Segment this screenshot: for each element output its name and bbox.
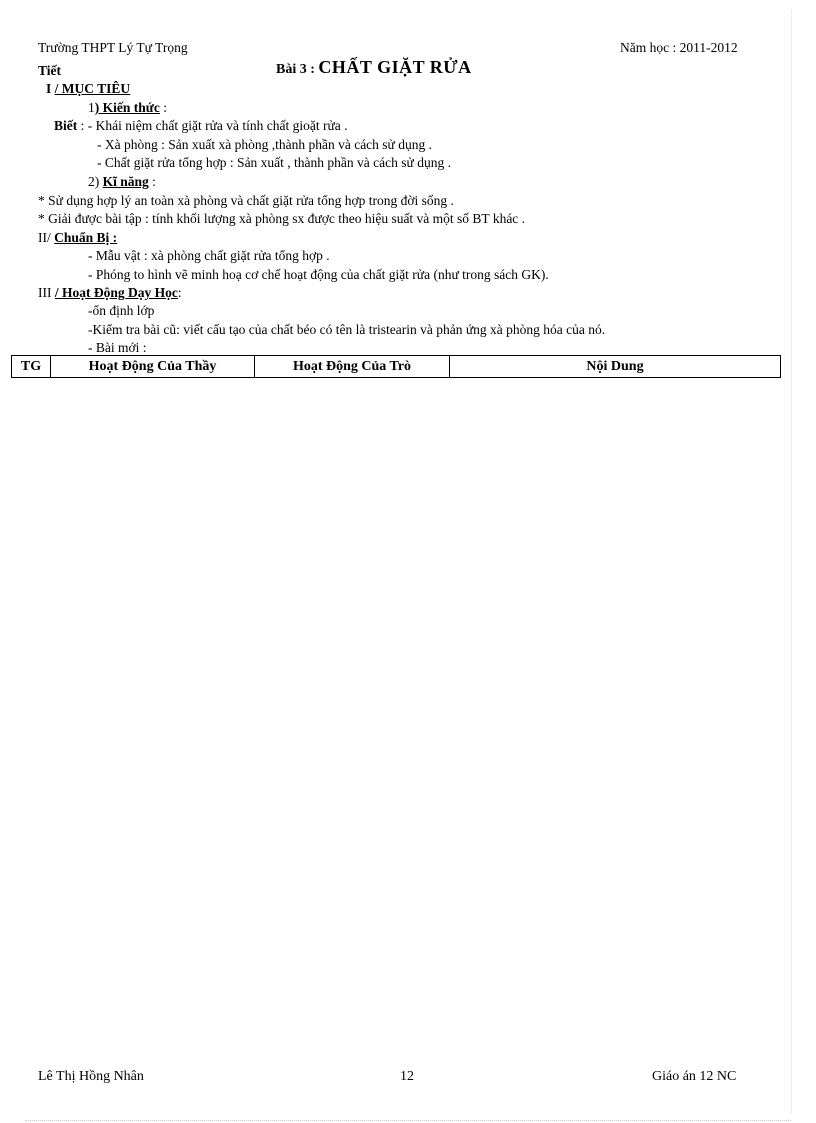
footer-doc-name: Giáo án 12 NC [652,1069,737,1084]
period-label: Tiết [38,63,61,78]
prep-item-2: - Phóng to hình vẽ minh hoạ cơ chế hoạt động của chất giặt rửa (như trong sách GK). [88,267,549,282]
lesson-plan-table [11,355,781,378]
skill-item-1: * Sử dụng hợp lý an toàn xà phòng và chất giặt rửa tổng hợp trong đời sống . [38,193,454,208]
section2-heading: II/ Chuẩn Bị : [38,230,118,245]
lesson-title [276,59,472,78]
school-name: Trường THPT Lý Tự Trọng [38,40,188,55]
knowledge-heading: 1) Kiến thức : [88,100,167,115]
skill-heading: 2) Kĩ năng : [88,174,156,189]
section1-heading: I / MỤC TIÊU [46,81,131,96]
activity-item-3: - Bài mới : [88,340,147,355]
activity-item-2: -Kiểm tra bài cũ: viết cấu tạo của chất béo có tên là tristearin và phản ứng xà phòng hóa của nó. [88,322,606,337]
col-content: Nội Dung [450,356,781,378]
prep-item-1: - Mẫu vật : xà phòng chất giặt rửa tổng hợp . [88,248,330,263]
col-time: TG [12,356,51,378]
activity-item-1: -ổn định lớp [88,303,155,318]
biet-line-3: - Chất giặt rửa tổng hợp : Sản xuất , thành phần và cách sử dụng . [97,155,451,170]
footer-page-number: 12 [400,1069,414,1084]
section3-heading: III / Hoạt Động Dạy Học: [38,285,182,300]
page-right-edge [791,10,792,1113]
lesson-name: CHẤT GIẶT RỬA [318,57,472,77]
lesson-prefix: Bài 3 : [276,62,319,77]
col-student: Hoạt Động Của Trò [255,356,450,378]
skill-item-2: * Giải được bài tập : tính khối lượng xà phòng sx được theo hiệu suất và một số BT khác . [38,211,526,226]
biet-line-2: - Xà phòng : Sản xuất xà phòng ,thành phần và cách sử dụng . [97,137,432,152]
table-header-row [12,356,781,378]
biet-line-1: Biết : - Khái niệm chất giặt rửa và tính chất gioặt rửa . [54,118,348,133]
footer-author: Lê Thị Hồng Nhân [38,1069,144,1084]
page-bottom-edge [25,1120,791,1121]
col-teacher: Hoạt Động Của Thầy [51,356,255,378]
school-year: Năm học : 2011-2012 [620,40,738,55]
